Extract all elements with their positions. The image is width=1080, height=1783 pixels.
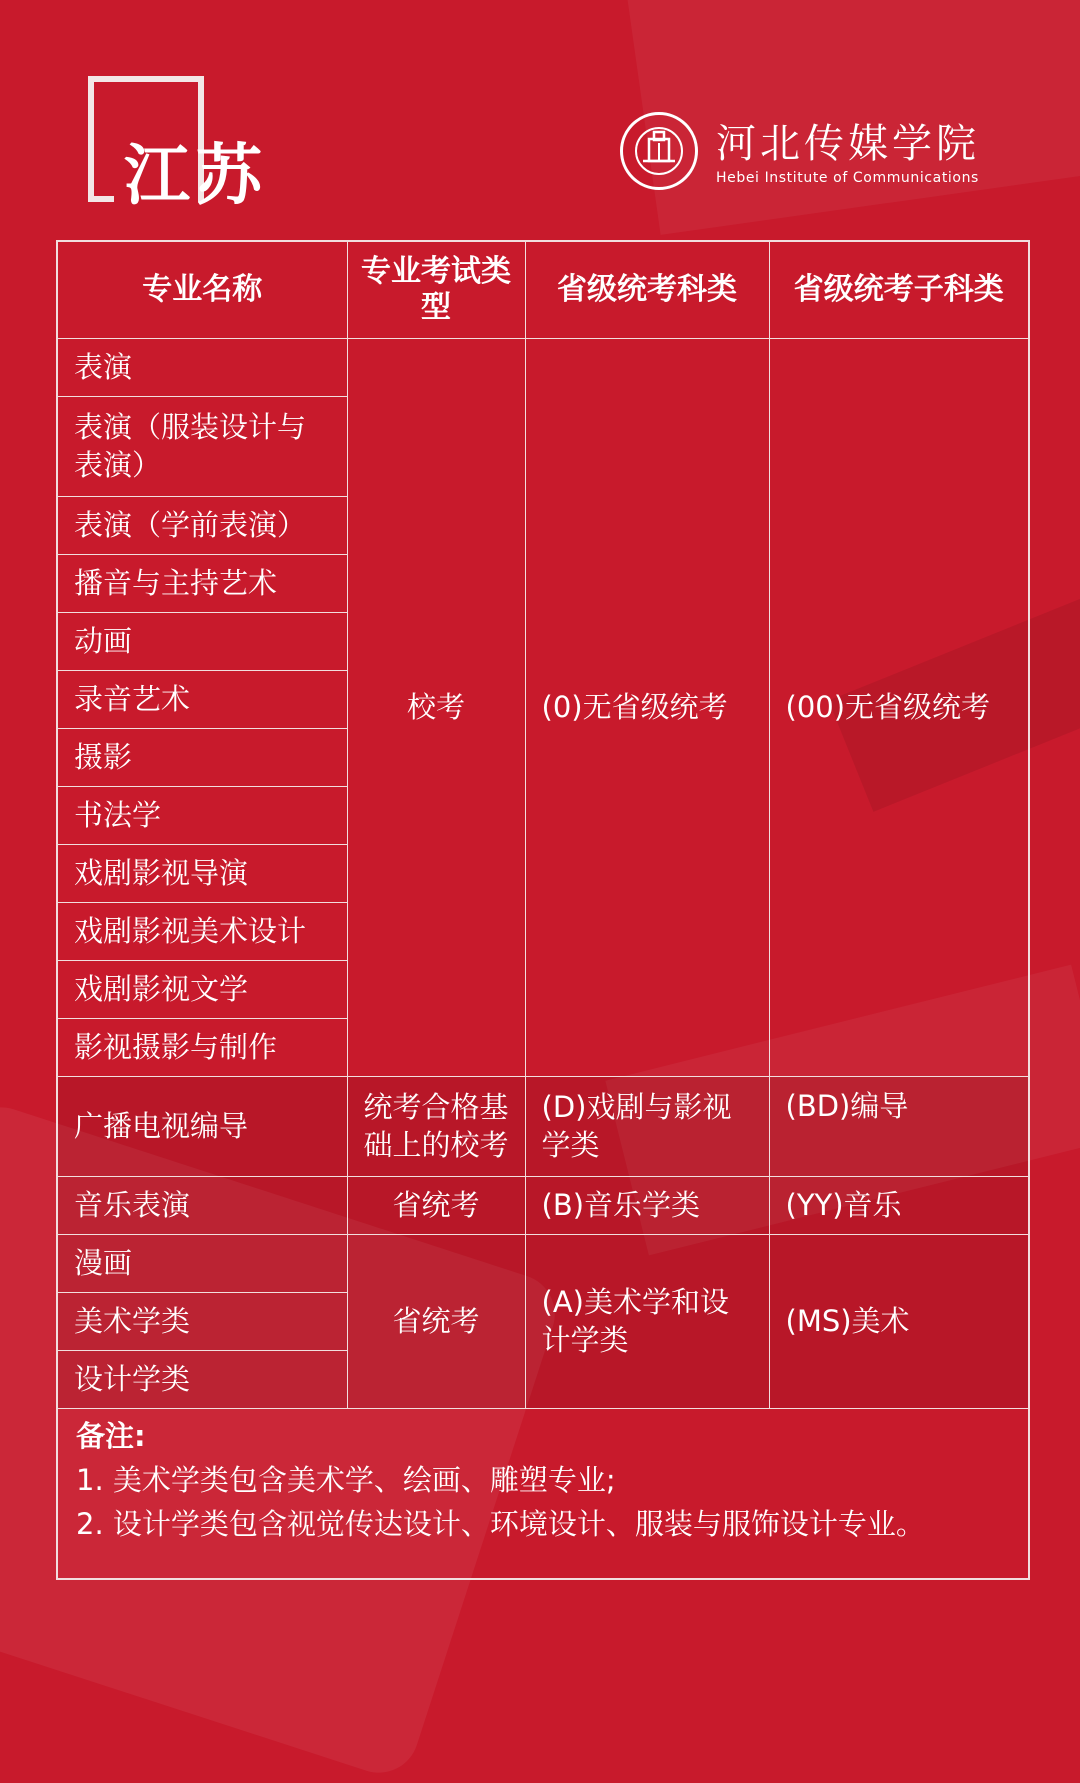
table-header-row: [58, 242, 1028, 338]
provincial-subcategory: (BD)编导: [769, 1076, 1028, 1176]
provincial-subcategory: (MS)美术: [769, 1234, 1028, 1408]
admissions-table: [58, 242, 1028, 1409]
major-name: 播音与主持艺术: [58, 554, 347, 612]
provincial-subcategory: (YY)音乐: [769, 1176, 1028, 1234]
note-item: 1. 美术学类包含美术学、绘画、雕塑专业;: [76, 1463, 616, 1497]
column-header: 省级统考科类: [525, 242, 769, 338]
admissions-table-frame: [56, 240, 1030, 1580]
column-header: 专业考试类型: [347, 242, 525, 338]
major-name: 书法学: [58, 786, 347, 844]
major-name: 表演（服装设计与表演）: [58, 396, 347, 496]
major-name: 表演（学前表演）: [58, 496, 347, 554]
province-title: 江苏: [124, 136, 268, 214]
major-name: 戏剧影视文学: [58, 960, 347, 1018]
major-name: 漫画: [58, 1234, 347, 1292]
notes-section: [76, 1414, 1016, 1546]
major-name: 设计学类: [58, 1350, 347, 1408]
provincial-subcategory: (00)无省级统考: [769, 338, 1028, 1076]
school-name-en: Hebei Institute of Communications: [716, 170, 979, 186]
exam-type: 省统考: [347, 1234, 525, 1408]
exam-type: 省统考: [347, 1176, 525, 1234]
major-name: 戏剧影视美术设计: [58, 902, 347, 960]
major-name: 广播电视编导: [58, 1076, 347, 1176]
major-name: 摄影: [58, 728, 347, 786]
table-row: [58, 338, 1028, 396]
seal-inner-ring: [635, 127, 683, 175]
page-header: [0, 0, 1080, 230]
major-name: 戏剧影视导演: [58, 844, 347, 902]
note-item: 2. 设计学类包含视觉传达设计、环境设计、服装与服饰设计专业。: [76, 1507, 925, 1541]
table-row: [58, 1234, 1028, 1292]
major-name: 录音艺术: [58, 670, 347, 728]
major-name: 音乐表演: [58, 1176, 347, 1234]
school-seal-icon: [620, 112, 698, 190]
exam-type: 统考合格基础上的校考: [347, 1076, 525, 1176]
column-header: 省级统考子科类: [769, 242, 1028, 338]
major-name: 动画: [58, 612, 347, 670]
provincial-category: (D)戏剧与影视学类: [525, 1076, 769, 1176]
school-logo: [620, 112, 1000, 200]
major-name: 影视摄影与制作: [58, 1018, 347, 1076]
table-row: [58, 1076, 1028, 1176]
exam-type: 校考: [347, 338, 525, 1076]
major-name: 表演: [58, 338, 347, 396]
provincial-category: (0)无省级统考: [525, 338, 769, 1076]
notes-title: 备注:: [76, 1419, 146, 1453]
major-name: 美术学类: [58, 1292, 347, 1350]
provincial-category: (B)音乐学类: [525, 1176, 769, 1234]
school-name-cn: 河北传媒学院: [716, 121, 980, 167]
table-row: [58, 1176, 1028, 1234]
provincial-category: (A)美术学和设计学类: [525, 1234, 769, 1408]
column-header: 专业名称: [58, 242, 347, 338]
